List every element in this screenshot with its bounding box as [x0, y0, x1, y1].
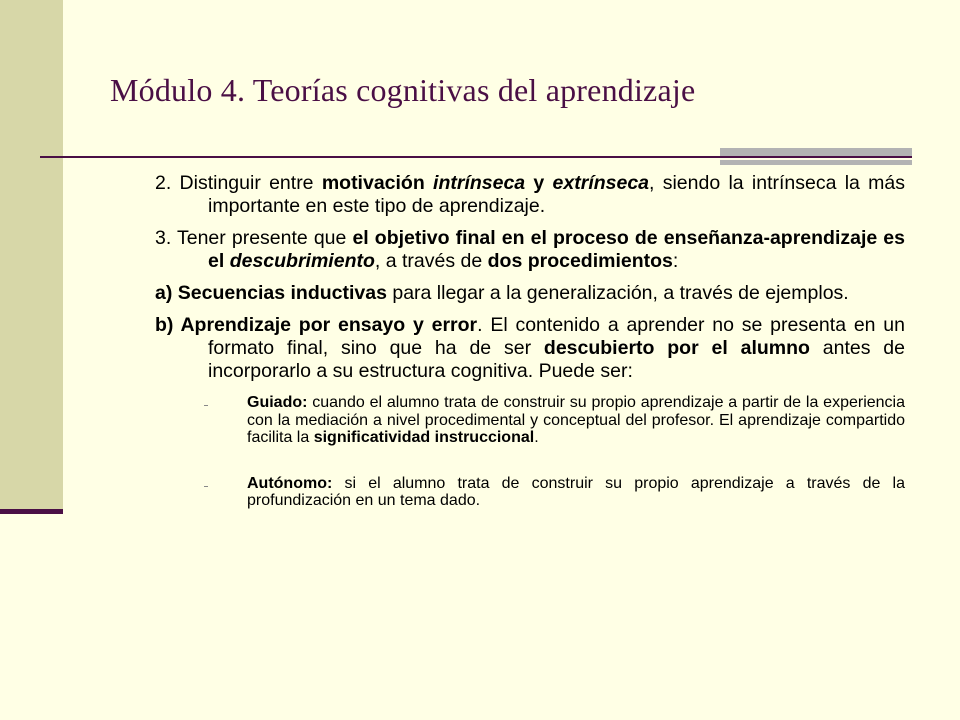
p1-text-pre: 2. Distinguir entre: [155, 172, 322, 194]
p2-bold-objetivo: el objetivo final en el proceso de enseñanza-aprendizaje es el: [208, 227, 905, 272]
title-rule-dark: [40, 156, 912, 158]
p1-bold-y: y: [525, 172, 553, 194]
guiado-text-post: .: [534, 429, 539, 446]
p1-bold-italic-intrinseca: intrínseca: [433, 172, 526, 194]
paragraph-motivation: [155, 172, 905, 218]
guiado-text-mid: cuando el alumno trata de construir su propio aprendizaje a partir de la experiencia con la mediación a nivel procedimental y conceptual del profesor. El aprendizaje compartido facilita la: [247, 394, 905, 446]
autonomo-text-post: si el alumno trata de construir su propio aprendizaje a través de la profundización en un tema dado.: [247, 474, 905, 509]
dash-bullet-icon: [204, 476, 208, 477]
title-rule-grey-bottom: [720, 160, 912, 165]
p1-bold-motivacion: motivación: [321, 172, 434, 194]
sub-bullet-list: [155, 394, 905, 510]
left-accent-bar: [0, 509, 63, 514]
p2-bold-italic-descubrimiento: descubrimiento: [229, 250, 375, 272]
title-rule-grey-top: [720, 148, 912, 156]
slide-body: [155, 172, 905, 510]
p1-bold-italic-extrinseca: extrínseca: [552, 172, 650, 194]
p4-text-mid: . El contenido a aprender no se presenta en un formato final, sino que ha de ser: [208, 314, 905, 359]
p2-text-post: :: [672, 250, 679, 272]
p2-bold-procedimientos: dos procedimientos: [487, 250, 673, 272]
paragraph-inductive-sequences: [155, 282, 905, 305]
p1-text-post: , siendo la intrínseca la más importante en este tipo de aprendizaje.: [208, 172, 906, 217]
p2-text-mid: , a través de: [374, 250, 488, 272]
slide-title: Módulo 4. Teorías cognitivas del aprendizaje: [110, 72, 696, 108]
autonomo-bold-label: Autónomo:: [247, 474, 333, 492]
p3-bold-secuencias: a) Secuencias inductivas: [155, 282, 387, 304]
p4-text-post: antes de incorporarlo a su estructura cognitiva. Puede ser:: [208, 337, 905, 382]
left-decorative-band: [0, 0, 63, 512]
p4-bold-descubierto: descubierto por el alumno: [543, 337, 810, 359]
bullet-autonomo: [155, 475, 905, 510]
guiado-bold-label: Guiado:: [247, 394, 308, 411]
bullet-guiado: [155, 394, 905, 447]
p4-bold-aprendizaje: b) Aprendizaje por ensayo y error: [155, 314, 478, 336]
paragraph-objective: [155, 227, 905, 273]
p3-text-post: para llegar a la generalización, a través de ejemplos.: [386, 282, 849, 304]
guiado-bold-significatividad: significatividad instruccional: [313, 429, 535, 446]
p2-text-pre: 3. Tener presente que: [155, 227, 353, 249]
dash-bullet-icon: [204, 395, 208, 396]
paragraph-trial-and-error: [155, 314, 905, 383]
